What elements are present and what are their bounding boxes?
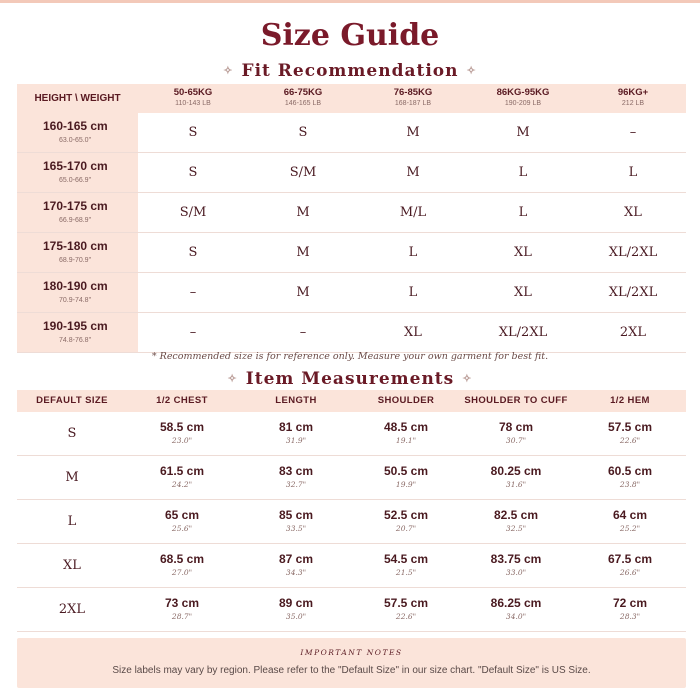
measurements-table-header <box>17 390 686 412</box>
fit-table-row <box>17 113 686 153</box>
measurement-cell <box>241 596 351 622</box>
measurement-cell <box>351 420 461 446</box>
recommended-size-cell: L <box>628 165 638 180</box>
measurement-cell <box>127 508 237 534</box>
measurement-cell <box>351 464 461 490</box>
fit-table-row <box>17 233 686 273</box>
measurement-cell <box>575 420 685 446</box>
measurement-cm-value: 50.5 cm <box>383 464 429 478</box>
default-size-cell: L <box>67 514 77 529</box>
ornament-left-icon: ✧ <box>227 372 238 385</box>
height-cell <box>17 233 138 272</box>
measurement-cell <box>457 420 575 446</box>
recommended-size-cell: – <box>629 125 637 140</box>
recommended-size-cell: XL <box>624 205 642 220</box>
recommended-size-cell: XL <box>404 325 422 340</box>
measurement-inch-value: 23.8" <box>619 480 641 489</box>
measurement-cm-value: 67.5 cm <box>607 552 653 566</box>
measurement-cm-value: 73 cm <box>164 596 200 610</box>
ornament-right-icon: ✧ <box>466 64 477 77</box>
notes-title: IMPORTANT NOTES <box>300 648 403 657</box>
weight-kg-label: 86KG-95KG <box>496 87 550 98</box>
weight-kg-label: 96KG+ <box>617 87 649 98</box>
measurement-cm-value: 85 cm <box>278 508 314 522</box>
height-cm-label: 165-170 cm <box>43 159 108 173</box>
weight-column-header <box>138 87 248 108</box>
fit-table-header <box>17 84 686 113</box>
measurement-row <box>17 456 686 500</box>
measurement-cm-value: 83.75 cm <box>490 552 542 566</box>
measurement-cm-value: 57.5 cm <box>383 596 429 610</box>
recommended-size-cell: M <box>296 285 310 300</box>
measurement-column-header: SHOULDER <box>377 395 435 406</box>
measurement-inch-value: 35.0" <box>285 612 307 621</box>
default-size-cell: S <box>67 426 77 441</box>
measurement-cm-value: 86.25 cm <box>490 596 542 610</box>
recommended-size-cell: M <box>296 245 310 260</box>
recommended-size-cell: – <box>299 325 307 340</box>
measurement-inch-value: 33.5" <box>285 524 307 533</box>
measurement-cm-value: 65 cm <box>164 508 200 522</box>
measurement-cell <box>241 552 351 578</box>
weight-column-header <box>578 87 688 108</box>
recommended-size-cell: – <box>189 285 197 300</box>
measurement-cell <box>575 596 685 622</box>
measurement-cm-value: 68.5 cm <box>159 552 205 566</box>
measurement-inch-value: 22.6" <box>395 612 417 621</box>
height-cell <box>17 113 138 152</box>
measurement-cm-value: 48.5 cm <box>383 420 429 434</box>
recommended-size-cell: – <box>189 325 197 340</box>
measurement-inch-value: 32.7" <box>285 480 307 489</box>
measurement-column-header: SHOULDER TO CUFF <box>464 395 568 406</box>
recommended-size-cell: S <box>188 245 198 260</box>
page-title: Size Guide <box>260 18 440 53</box>
ornament-left-icon: ✧ <box>223 64 234 77</box>
height-cm-label: 160-165 cm <box>43 119 108 133</box>
measurement-cell <box>351 552 461 578</box>
height-inch-label: 74.8-76.8" <box>59 337 92 344</box>
measurements-section-title: Item Measurements <box>245 369 455 389</box>
measurement-cell <box>241 420 351 446</box>
top-accent-bar <box>0 0 700 3</box>
fit-table-row <box>17 273 686 313</box>
measurement-inch-value: 34.0" <box>505 612 527 621</box>
height-cm-label: 175-180 cm <box>43 239 108 253</box>
measurement-cm-value: 81 cm <box>278 420 314 434</box>
weight-column-header <box>358 87 468 108</box>
recommended-size-cell: XL/2XL <box>608 245 658 260</box>
fit-disclaimer: * Recommended size is for reference only. Measure your own garment for best fit. <box>151 351 549 362</box>
recommended-size-cell: S <box>188 165 198 180</box>
height-cell <box>17 153 138 192</box>
measurement-cm-value: 80.25 cm <box>490 464 542 478</box>
height-inch-label: 66.9-68.9" <box>59 217 92 224</box>
measurement-cm-value: 58.5 cm <box>159 420 205 434</box>
recommended-size-cell: S <box>188 125 198 140</box>
recommended-size-cell: M <box>406 165 420 180</box>
height-inch-label: 65.0-66.9" <box>59 177 92 184</box>
fit-table-row <box>17 153 686 193</box>
height-weight-corner-label: HEIGHT \ WEIGHT <box>34 93 121 104</box>
height-cm-label: 180-190 cm <box>43 279 108 293</box>
recommended-size-cell: L <box>518 165 528 180</box>
measurement-cm-value: 78 cm <box>498 420 534 434</box>
measurement-cell <box>457 464 575 490</box>
measurement-inch-value: 32.5" <box>505 524 527 533</box>
measurement-inch-value: 23.0" <box>171 436 193 445</box>
measurements-section-heading <box>0 369 700 389</box>
measurement-cell <box>457 552 575 578</box>
measurement-row <box>17 412 686 456</box>
measurement-inch-value: 31.6" <box>505 480 527 489</box>
recommended-size-cell: M <box>406 125 420 140</box>
measurement-cell <box>127 552 237 578</box>
fit-section-heading <box>0 61 700 81</box>
weight-lb-label: 168-187 LB <box>394 100 432 107</box>
measurement-cm-value: 87 cm <box>278 552 314 566</box>
recommended-size-cell: XL <box>514 285 532 300</box>
notes-body: Size labels may vary by region. Please refer to the "Default Size" in our size chart. "Default Size" is US Size. <box>112 665 591 676</box>
measurement-row <box>17 544 686 588</box>
weight-lb-label: 212 LB <box>621 100 645 107</box>
measurement-cell <box>127 464 237 490</box>
recommended-size-cell: XL <box>514 245 532 260</box>
height-cm-label: 170-175 cm <box>43 199 108 213</box>
measurement-cm-value: 64 cm <box>612 508 648 522</box>
measurement-inch-value: 19.9" <box>395 480 417 489</box>
measurement-inch-value: 22.6" <box>619 436 641 445</box>
weight-kg-label: 50-65KG <box>173 87 213 98</box>
measurement-cm-value: 82.5 cm <box>493 508 539 522</box>
fit-table-row <box>17 193 686 233</box>
measurement-inch-value: 28.3" <box>619 612 641 621</box>
measurement-cell <box>127 596 237 622</box>
measurement-cell <box>351 508 461 534</box>
measurement-row <box>17 500 686 544</box>
measurement-inch-value: 30.7" <box>505 436 527 445</box>
recommended-size-cell: XL/2XL <box>498 325 548 340</box>
recommended-size-cell: S <box>298 125 308 140</box>
measurement-cm-value: 61.5 cm <box>159 464 205 478</box>
weight-kg-label: 76-85KG <box>393 87 433 98</box>
recommended-size-cell: L <box>518 205 528 220</box>
measurement-column-header: LENGTH <box>275 395 317 406</box>
measurement-cm-value: 89 cm <box>278 596 314 610</box>
weight-lb-label: 110-143 LB <box>175 100 211 107</box>
default-size-cell: M <box>65 470 79 485</box>
fit-section-title: Fit Recommendation <box>241 61 459 81</box>
measurement-cm-value: 54.5 cm <box>383 552 429 566</box>
recommended-size-cell: M <box>296 205 310 220</box>
measurement-inch-value: 34.3" <box>285 568 307 577</box>
height-inch-label: 68.9-70.9" <box>59 257 92 264</box>
recommended-size-cell: XL/2XL <box>608 285 658 300</box>
measurement-cell <box>241 508 351 534</box>
measurement-inch-value: 24.2" <box>171 480 193 489</box>
weight-lb-label: 190-209 LB <box>504 100 542 107</box>
measurement-cell <box>351 596 461 622</box>
measurement-column-header: 1/2 CHEST <box>156 395 208 406</box>
measurement-cell <box>127 420 237 446</box>
measurement-inch-value: 31.9" <box>285 436 307 445</box>
measurement-cm-value: 72 cm <box>612 596 648 610</box>
measurement-cell <box>457 508 575 534</box>
recommended-size-cell: S/M <box>289 165 317 180</box>
height-cm-label: 190-195 cm <box>43 319 108 333</box>
important-notes-box <box>17 638 686 688</box>
weight-column-header <box>468 87 578 108</box>
height-inch-label: 70.9-74.8" <box>59 297 92 304</box>
measurement-inch-value: 21.5" <box>395 568 417 577</box>
measurement-cm-value: 52.5 cm <box>383 508 429 522</box>
default-size-cell: 2XL <box>58 602 86 617</box>
recommended-size-cell: 2XL <box>619 325 647 340</box>
recommended-size-cell: S/M <box>179 205 207 220</box>
recommended-size-cell: L <box>408 245 418 260</box>
height-cell <box>17 313 138 352</box>
fit-table-row <box>17 313 686 353</box>
measurement-cell <box>575 464 685 490</box>
height-cell <box>17 273 138 312</box>
measurement-inch-value: 25.2" <box>619 524 641 533</box>
measurement-cm-value: 83 cm <box>278 464 314 478</box>
measurement-cell <box>575 552 685 578</box>
measurement-cm-value: 60.5 cm <box>607 464 653 478</box>
recommended-size-cell: L <box>408 285 418 300</box>
measurement-inch-value: 19.1" <box>395 436 417 445</box>
measurement-inch-value: 33.0" <box>505 568 527 577</box>
weight-column-header <box>248 87 358 108</box>
height-cell <box>17 193 138 232</box>
measurement-cell <box>575 508 685 534</box>
recommended-size-cell: M <box>516 125 530 140</box>
measurement-row <box>17 588 686 632</box>
measurement-column-header: 1/2 HEM <box>610 395 650 406</box>
measurement-cell <box>241 464 351 490</box>
measurement-inch-value: 26.6" <box>619 568 641 577</box>
ornament-right-icon: ✧ <box>462 372 473 385</box>
measurement-cell <box>457 596 575 622</box>
measurement-column-header: DEFAULT SIZE <box>36 395 108 406</box>
default-size-cell: XL <box>63 558 81 573</box>
measurement-inch-value: 20.7" <box>395 524 417 533</box>
measurement-cm-value: 57.5 cm <box>607 420 653 434</box>
weight-lb-label: 146-165 LB <box>284 100 322 107</box>
weight-kg-label: 66-75KG <box>283 87 323 98</box>
recommended-size-cell: M/L <box>399 205 427 220</box>
measurement-inch-value: 25.6" <box>171 524 193 533</box>
height-inch-label: 63.0-65.0" <box>59 137 92 144</box>
measurement-inch-value: 27.0" <box>171 568 193 577</box>
measurement-inch-value: 28.7" <box>171 612 193 621</box>
